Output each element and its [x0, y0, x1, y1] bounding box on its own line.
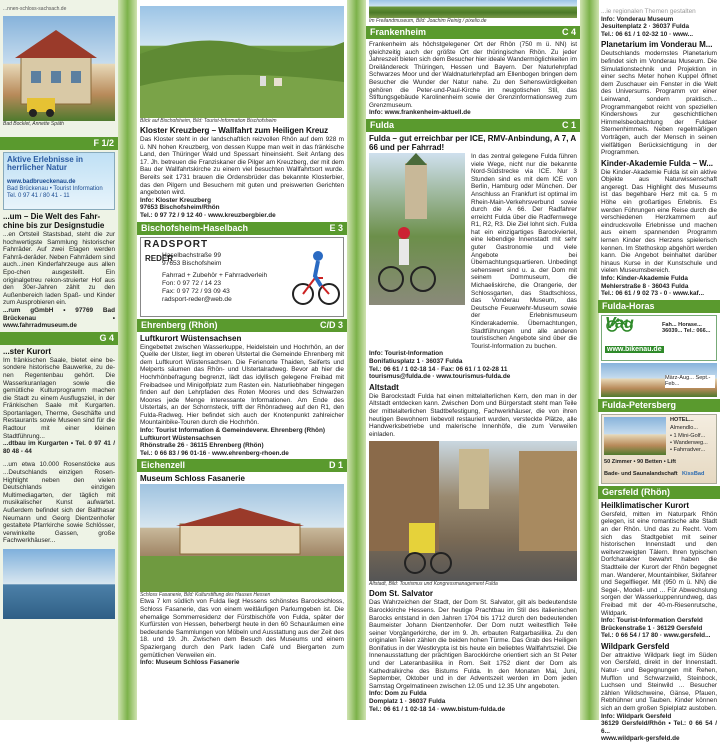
cyclist-icon: [291, 244, 341, 308]
gutter: [118, 0, 137, 720]
ad-street: Haselbachstraße 99: [162, 252, 222, 260]
photo-hotel: [604, 417, 666, 455]
section-contact: Info: Dom zu Fulda: [369, 690, 427, 698]
section-contact: Tel.: 0 66 54 / 17 80 · www.gersfeld...: [601, 632, 711, 640]
section-contact: ...dtbau im Kurgarten • Tel. 0 97 41 / 80 48 - 44: [3, 440, 115, 455]
section-bar: [598, 300, 720, 313]
column-3: [366, 0, 580, 720]
photo-caption: Altstadt, Bild: Tourismus und Kongressmanagement Fulda: [369, 581, 498, 588]
section-text: Die Kinder-Akademie Fulda ist ein aktive Objekte aus Naturwissenschaft angeregt. Das Highlight des Museums ist das begehbare Herz mit ca. 5 m Höhe ein großartiges Erlebnis. Es werden Führungen eine Reise durch die verschiedenen Herzkammern auf eindrucksvolle Erlebnisse und machen aus einem spannenden Programm lernen Kinder des Herzens spielerisch kennen. Im Stethoskop abgehört werden kann. Die Angebot beinhaltet darüber hinaus Kurse in der Kunstschule und vielen Museumsbereich.: [601, 168, 717, 275]
section-text: Etwa 7 km südlich von Fulda liegt Hessens schönstes Barockschloss, Schloss Fasanerie, das von einem weitläufigen Parkumgeben ist. Die ehemalige Sommerresidenz der Fürstbischöfe von Fulda, später der Kurfürsten von Hessen, beherbergt heute in den 60 Schauräumen eine bedeutende Sammlungen von Möbeln und Ausstattung aus der Zeit des 18. und 19. Jh. Zwischen dem Besuch des Museums und einem Spaziergang durch den Park laden Café und Biergarten zum gemütlichen Verweilen ein.: [140, 598, 344, 659]
section-bar: [0, 137, 118, 150]
section-heading: Dom St. Salvator: [369, 589, 434, 599]
section-text: Gersfeld, mitten im Naturpark Rhön gelegen, ist eine romantische alte Stadt an der Rhön. Und das zu Recht. Vom sich das Stadtgebiet mit seiner historischen Innenstadt und den weitverzweigten Tälern. Ihren typischen Dorfcharakter bewahrt haben die Stadtteile der Kurort der Rhön begegnet man. Wanderer, Mountainbiker, Skifahrer und Segelflieger. Mit (950 m ü. NN) die Segel-, Modell- und ... Für Abwechslung sorgen der Wasserkuppenrundweg, das Freibad mit der 40-m-Riesenrutsche, Wildpark.: [601, 510, 717, 617]
section-bar: [137, 459, 347, 472]
section-contact: Tel.: 0 66 83 / 96 01-16 · www.ehrenberg-rhoen.de: [140, 449, 289, 457]
section-contact: Info: Tourist Information & Gemeindeverw. Ehrenberg (Rhön): [140, 427, 325, 435]
section-title: Bischofsheim-Haselbach: [141, 222, 249, 233]
photo-lake: [3, 549, 115, 619]
section-contact: Luftkurort Wüstensachsen: [140, 434, 221, 442]
landscape-drawing: [140, 6, 344, 118]
section-text: Eingebettet zwischen Wasserkuppe, Heidelstein und Hochrhön, an der Quelle der Ulster, liegt im oberen Ulstertal die Gemeinde Ehrenberg mit dem Luftkurort Wüstensachsen. Die Ferienorte Thaiden, Seiferts und Melperts säumen das Rhön- und Ulstertalradweg. Bevor ab hier die Hochrhönbefragung begrenzt, lädt das idyllisch gelegene Freibad mit Freibadsee und Minigolfplatz zum Rasten ein. Naturliebhaber hingegen finden auf den Lehrpfaden des Roten Moores und des Schwarzen Moores jede Menge interessante Informationen. Am Ende des Ulstertals, an der Schornsteck, trifft der Rhönradweg auf den R1, den Fulda-Radweg. Hier befindet sich auch der Knotenpunkt zahlreicher Mountainbike-Touren durch die Hochrhön.: [140, 343, 344, 427]
section-bar: [366, 26, 580, 39]
section-heading: Planetarium im Vonderau M...: [601, 40, 713, 50]
caption-top: ...nnen-schloss-sachsach.de: [3, 6, 67, 12]
section-text: ...ie regionalen Themen gestalten: [601, 8, 696, 15]
section-text: Das Kloster steht in der landschaftlich reizvollen Rhön auf dem 928 m ü. NN hohen Kreuzberg, von dessen Kuppe man weit in das fränkische Land, den Thüringer Wald und Spessart hineinsieht. Seit Anfang des 17. Jh. betreuen die Franziskaner die Pilger am Kreuzberg, der mit dem Bau der Wallfahrtskirche zu einem viel besuchten Wallfahrtsort wurde. Bereits seit 1731 brauen die Ordensbrüder das bekannte Klosterbier, das den Pilgern und Besuchern mit guten und preiswerten Gerichten angeboten wird.: [140, 136, 344, 197]
ad-kissbad: KissBad: [682, 470, 705, 477]
ad-radsport-reder: [140, 237, 344, 317]
section-contact: Tel.: 06 61 / 1 02-18 14 · Fax: 06 61 / 1 02-28 11: [369, 365, 508, 373]
section-contact: Tel.: 06 61 / 1 02-18 14 · www.bistum-fulda.de: [369, 705, 506, 713]
section-title: Fulda: [370, 119, 394, 130]
ad-side-text: REDER: [145, 253, 174, 263]
section-text: Das Wahrzeichen der Stadt, der Dom St. Salvator, gilt als bedeutendste Barockkirche Hessens. Der heutige Prachtbau im Stil des italienischen Barocks entstand in den Jahren 1704 bis 1712 durch den bedeutenden Baumeister Johann Dientzenhofer. Der Dom nutzt weitestflich Teile seiner Vorgängerkirche, der im 9. Jh. erbauten Ratgarbasilika. Zu den originalen Teilen zählen die beiden hohen Türme. Das Grab des Heiligen Bonifatius in der Westkrypta ist bis heute ein beliebtes Wallfahrtsziel. Die Innenausstattung der prächtigen Barockkirche orientiert sich an St Peter und der Lateranbasilika in Rom. Seit 1752 dient der Dom als Kathedralkirche des Bistums Fulda. In den Monaten Mai, Juni, September, Oktober und in der Adventszeit werden im Dom jeden Samstag Orgelmatineen zwischen 12.05 und 12.35 Uhr angeboten.: [369, 599, 577, 690]
grid-code: G 4: [99, 332, 114, 343]
photo-bike-shop: [601, 363, 717, 397]
section-contact: 97653 Bischofsheim/Rhön: [140, 204, 220, 212]
section-contact: Mehlerstraße 8 · 36043 Fulda: [601, 282, 689, 290]
ad-bikenau: [601, 315, 717, 361]
column-4: [598, 0, 720, 743]
photo-bischofsheim: [140, 6, 344, 118]
section-contact: Info: Tourist-Information: [369, 350, 444, 358]
ad-fax: Fax: 0 97 72 / 93 09 43: [162, 288, 230, 296]
section-heading: Heilklimatischer Kurort: [601, 500, 690, 510]
section-contact: Info: Museum Schloss Fasanerie: [140, 659, 240, 667]
ad-info: Bad Brückenau • Tourist Information: [7, 186, 103, 193]
section-contact: Domplatz 1 · 36037 Fulda: [369, 698, 446, 706]
ad-mail: radsport-reder@web.de: [162, 296, 232, 304]
section-contact: Info: Kloster Kreuzberg: [140, 196, 212, 204]
section-text: Die Barockstadt Fulda hat einen mittelalterlichen Kern, den man in der Altstadt entdecken kann. Zwischen Dom und Bürgerstadt steht man Teile der mittelalterlichen Stadtbefestigung, Fachwerkhäuser, die von ihren heutigen Bewohnern liebevoll restauriert wurden, versteckte Plätze, alle Handwerksbetriebe und malerische Innenhöfe, die zum Verweilen einladen.: [369, 392, 577, 438]
grid-code: D 1: [328, 460, 343, 471]
section-heading: Fulda – gut erreichbar per ICE, RMV-Anbindung, A 7, A 66 und per Fahrrad!: [369, 133, 576, 152]
section-contact: ...rum gGmbH • 97769 Bad Brückenau • www.fahrradmuseum.de: [3, 306, 115, 330]
section-bar: [598, 399, 720, 412]
section-text: Der attraktive Wildpark liegt im Süden von Gersfeld, direkt in der Innenstadt. Natur- und Begegnungen mit Rehen, Mufflon und Schwarzwild, Steinbock, Luchsen und Steinwild ... Besucher zählen Wildschweine, Gänse, Pfauen, Rebhühner und Tauben. Kinder können sich an dem großen Spielplatz austoben.: [601, 651, 717, 713]
section-bar: [0, 332, 118, 345]
column-2: [137, 0, 347, 720]
ad-url: www.bikenau.de: [607, 345, 662, 353]
section-title: Frankenheim: [370, 27, 427, 37]
grid-code: F 1/2: [93, 138, 114, 148]
section-text: ...um etwa 10.000 Rosenstöcke aus ...Deutschlands einzigen Rosen-Highlight neben den vielen Deutschlands einzigen Multimediagarten, der täglich mit musikalischer Kunst aufwartet. Außerdem befindet sich der Balthasar Neumann und Georg Dientzenhofer gestaltete Pfarrkirche sowie Schlösser, verwinkelte Gassen, große Fachwerkhäuser...: [3, 461, 115, 545]
ad-phone: Fon: 0 97 72 / 14 23: [162, 280, 222, 288]
ad-side-text: Fah... Horase... 36039... Tel.: 066...: [662, 321, 711, 335]
ad-feature: • Fahrradver...: [670, 446, 706, 453]
ad-subtitle: Almendlo...: [670, 424, 698, 431]
section-heading: Altstadt: [369, 382, 399, 392]
photo-caption: Schloss Fasanerie, Bild: Kulturstiftung des Hauses Hessen: [140, 592, 271, 599]
fulda-intro: [366, 153, 580, 350]
ad-title: Aktive Erlebnisse in herrlicher Natur: [7, 155, 84, 172]
section-contact: Info: www.frankenheim-aktuell.de: [369, 109, 471, 117]
section-bar: [366, 119, 580, 132]
section-title: Fulda-Horas: [602, 300, 655, 311]
ad-url: www.badbrueckenau.de: [7, 179, 76, 186]
photo-schloss-fasanerie: [140, 484, 344, 592]
section-contact: 36129 Gersfeld/Rhön • Tel.: 0 66 54 / 6...: [601, 720, 717, 735]
ad-city: 97653 Bischofsheim: [162, 260, 222, 268]
section-heading: Kinder-Akademie Fulda – W...: [601, 158, 714, 168]
section-text: Frankenheim als höchstgelegener Ort der Rhön (750 m ü. NN) ist gleichzeitig auch der größte Ort der thüringischen Rhön. Zu jeder Jahreszeit bieten sich dem Besucher hier ideale Wandermöglichkeiten im Dreiländereck Thüringen, Hessen und Bayern. Der Naturlehrpfad Schwarzes Moor und der Waldnaturlehrpfad am Ellenbogen bringen dem Besucher die Wunder der Natur nahe. Zu den Sehenswürdigkeiten gehören die Peter-und-Paul-Kirche im neugotischen Stil, das Stiftungsgebäude Karolinenheim sowie der Grenzinformationsweg zum Grenzmuseum.: [369, 41, 577, 109]
ad-hours: März-Aug... Sept.-Feb...: [665, 375, 715, 388]
photo-caption: Blick auf Bischofsheim, Bild: Tourist-Information Bischofsheim: [140, 118, 277, 124]
section-heading: Museum Schloss Fasanerie: [140, 474, 245, 484]
section-heading: Kloster Kreuzberg – Wallfahrt zum Heiligen Kreuz: [140, 126, 329, 135]
section-contact: www.wildpark-gersfeld.de: [601, 735, 680, 743]
photo-caption: Bad Bocklet, Annette Späth: [3, 121, 64, 127]
ad-feature: • 1 Mini-Golf...: [670, 432, 706, 439]
section-contact: Tel.: 06 61 / 9 02 73 - 0 · www.kaf...: [601, 290, 705, 298]
section-text: Deutschlands modernstes Planetarium befindet sich im Vonderau Museum. Die Simulationstechnik und Projektion in einer sechs Meter hohen Kuppel öffnet dem Zuschauer ein Fenster in die Welt des Universums. Programm vor einer Leinwand, sondern praktisch... Programmangebot reicht von speziellen Kindershows zur geschichtlichen Himmelsbeobachtung der Fuldaer Sternenhimmels. Neben regelmäßigen Vorträgen, auch der Mensch in seinen vielfältigen Berücksichtigung in der Programmen.: [601, 50, 717, 157]
section-heading: ...ster Kurort: [3, 346, 52, 356]
house-drawing: [3, 16, 115, 121]
column-1: [0, 0, 118, 720]
section-contact: Rhönstraße 26 · 36115 Ehrenberg (Rhön): [140, 442, 264, 450]
section-title: Eichenzell: [141, 460, 186, 471]
section-contact: Info: Kinder-Akademie Fulda: [601, 275, 688, 282]
section-bar: [137, 222, 347, 235]
photo-house: [3, 16, 115, 121]
section-heading: ...um – Die Welt des Fahr-chine bis zur Designstudie: [3, 212, 105, 230]
ad-hotel: [601, 414, 717, 484]
section-contact: tourismus@fulda.de · www.tourismus-fulda.de: [369, 373, 511, 381]
palace-drawing: [140, 484, 344, 592]
section-bar: [598, 486, 720, 499]
grid-code: C 1: [561, 119, 576, 130]
section-contact: Info: Vonderau Museum: [601, 15, 674, 23]
ad-feature: • Wanderweg...: [670, 439, 708, 446]
gutter: [580, 0, 599, 720]
section-text: ...en Ortsteil Stastsbad, steht die zur hochwertigste Sammlung historischer Fahrräder. Auf zwei Etagen werden Fahrrä-deräder. Neben Fahrrädern sind auch...inen Kinderfahrzeuge aus allen Epo-chen ausgestellt. Ein originalgetreu rekon-struierter Hof aus den 30er-Jahren zählt zu den Außenbereich laden Spaß- und Kinder zum Ausprobieren ein.: [3, 231, 115, 307]
photo-altstadt: [369, 441, 577, 581]
section-title: Gersfeld (Rhön): [602, 486, 671, 497]
section-text: Im fränkischen Saale, bietet eine be-sondere historische Bauwerke, zu de-nen Regentenbau gehört. Die Wasserkuranlagen sowie die gemütliche Kulturprogramm machen die Stadt zu einem Ausflugsziel, in der Fränkischen Saale mit Kurgarten. Sportanlagen, Therme, Geschäfte und Restaurants sowie Museen sind für die Radtour mit einer kleinen Stadtführung...: [3, 356, 115, 440]
section-contact: Info: Tourist-Information Gersfeld: [601, 617, 703, 625]
section-contact: Jesuitenplatz 2 · 36037 Fulda: [601, 23, 690, 31]
ad-rooms: 50 Zimmer • 90 Betten • Lift: [604, 458, 676, 465]
section-contact: Bonifatiusplatz 1 · 36037 Fulda: [369, 357, 463, 365]
ad-service: Fahrrad + Zubehör + Fahrradverleih: [162, 272, 268, 280]
grid-code: C/D 3: [319, 319, 343, 330]
section-text: In das zentral gelegene Fulda führen viele Wege, nicht nur die bekannte Nord-Südstrecke via ICE. Nur 3 Stunden sind es mit dem ICE von Berlin, Hamburg oder München. Der Anschluss an Frankfurt ist optimal im Rhein-Main-Verkehrsverbund sowie durch die A 66. Der Radfahrer erreicht Fulda über die Radfernwege R1, R2, R3. Die Ziel lohnt sich. Fulda hat ein einzigartiges Barockviertel, eine lebendige Innenstadt mit sehr guter Gastronomie und viele Angebote bei Übernachtungsquartieren. Unbedingt sehenswert sind u. a. der Dom mit seinem Dommuseum, die Michaeliskirche, die Orangerie, der Schlossgarten, das Stadtschloss, das Vonderau Museum, das Deutsche Feuerwehr-Museum sowie der Erlebnismuseum Kinderakademie. Übernachtungen, Stadtführungen und alle anderen touristischen Angebote sind über die Tourist-Information zu buchen.: [471, 152, 577, 350]
ad-title: HOTEL...: [670, 416, 694, 423]
section-contact: Tel.: 0 97 72 / 9 12 40 · www.kreuzbergbier.de: [140, 211, 276, 219]
ad-brand: RADSPORT: [144, 238, 209, 250]
section-heading: Wildpark Gersfeld: [601, 641, 670, 651]
photo-cyclists: [369, 153, 465, 305]
cyclists-drawing: [369, 153, 465, 305]
section-heading: Luftkurort Wüstensachsen: [140, 333, 242, 343]
ad-bottom: Bade- und Saunalandschaft: [604, 470, 678, 477]
section-bar: [137, 319, 347, 332]
section-title: Fulda-Petersberg: [602, 399, 677, 410]
photo-caption: Im Freilandmuseum, Bild: Joachim Reinig / pixelio.de: [369, 18, 487, 24]
section-title: Ehrenberg (Rhön): [141, 319, 218, 330]
ad-phone: Tel. 0 97 41 / 80 41 - 11: [7, 193, 70, 200]
grid-code: C 4: [561, 27, 576, 37]
section-contact: Tel.: 06 61 / 1 02-32 10 · www...: [601, 30, 693, 38]
ad-brand: Vau: [605, 314, 634, 332]
grid-code: E 3: [329, 222, 343, 233]
gutter: [347, 0, 366, 720]
section-contact: Brückenstraße 1 · 36129 Gersfeld: [601, 624, 703, 632]
ad-badbrueckenau: [3, 152, 115, 210]
street-drawing: [369, 441, 577, 581]
photo-freilandmuseum: [369, 0, 577, 18]
section-contact: Info: Wildpark Gersfeld: [601, 712, 672, 720]
